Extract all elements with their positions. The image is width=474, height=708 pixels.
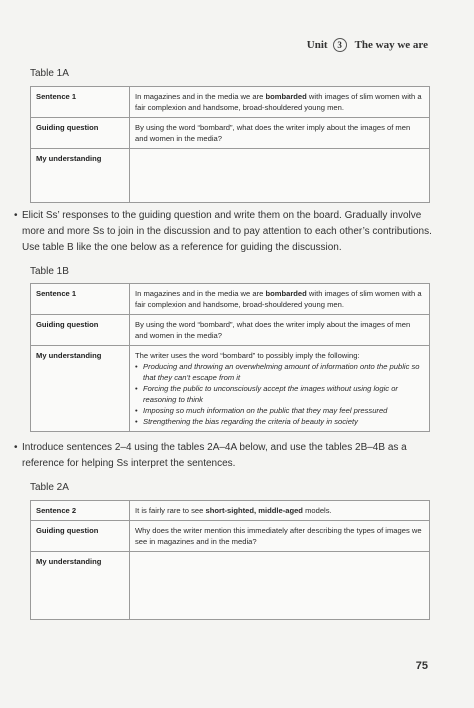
sentence-cell: In magazines and in the media we are bombarded with images of slim women with a fair complexion and handsome, broad-shouldered young men. — [130, 284, 430, 315]
table-1b-label: Table 1B — [30, 266, 69, 277]
understanding-bullet: • Forcing the public to unconsciously accept the images without using logic or reasoning to think — [135, 383, 424, 405]
unit-title: The way we are — [354, 39, 428, 51]
understanding-cell: The writer uses the word “bombard” to possibly imply the following: • Producing and throwing an overwhelming amount of information onto the public so that they can’t escape from it • Forcing the public to unconsciously accept the images without using logic or reasoning to think • Imposing so much information on the public that they may feel pressured • Strengthening the bias regarding the criteria of beauty in society — [130, 346, 430, 432]
row-head: Sentence 2 — [31, 501, 130, 521]
table-1a — [30, 86, 430, 203]
row-head: Sentence 1 — [31, 284, 130, 315]
row-head: My understanding — [31, 552, 130, 620]
instruction-paragraph-2: • Introduce sentences 2–4 using the tables 2A–4A below, and use the tables 2B–4B as a reference for helping Ss interpret the sentences. — [14, 442, 407, 469]
row-head: My understanding — [31, 149, 130, 203]
unit-label: Unit — [306, 39, 328, 51]
understanding-cell — [130, 149, 430, 203]
understanding-bullet: • Strengthening the bias regarding the criteria of beauty in society — [135, 416, 424, 427]
table-1b — [30, 283, 430, 432]
page-number: 75 — [415, 660, 428, 672]
row-head: Guiding question — [31, 118, 130, 149]
question-cell: Why does the writer mention this immediately after describing the types of images we see in magazines and in the media? — [130, 521, 430, 552]
unit-header — [307, 38, 428, 52]
sentence-cell: It is fairly rare to see short-sighted, middle-aged models. — [130, 501, 430, 521]
row-head: Sentence 1 — [31, 87, 130, 118]
table-1a-label: Table 1A — [30, 68, 69, 79]
understanding-cell — [130, 552, 430, 620]
understanding-bullet: • Imposing so much information on the public that they may feel pressured — [135, 405, 424, 416]
table-2a — [30, 500, 430, 620]
row-head: Guiding question — [31, 315, 130, 346]
table-2a-label: Table 2A — [30, 482, 69, 493]
instruction-paragraph-1: • Elicit Ss’ responses to the guiding question and write them on the board. Gradually involve more and more Ss to join in the discussion and to pay attention to each other’s contributions. Use table B like the one below as a reference for guiding the discussion. — [14, 210, 432, 253]
sentence-cell: In magazines and in the media we are bombarded with images of slim women with a fair complexion and handsome, broad-shouldered young men. — [130, 87, 430, 118]
question-cell: By using the word “bombard”, what does the writer imply about the images of men and women in the media? — [130, 118, 430, 149]
row-head: My understanding — [31, 346, 130, 432]
row-head: Guiding question — [31, 521, 130, 552]
understanding-bullet: • Producing and throwing an overwhelming amount of information onto the public so that they can’t escape from it — [135, 361, 424, 383]
unit-number-badge: 3 — [333, 38, 347, 52]
question-cell: By using the word “bombard”, what does the writer imply about the images of men and women in the media? — [130, 315, 430, 346]
